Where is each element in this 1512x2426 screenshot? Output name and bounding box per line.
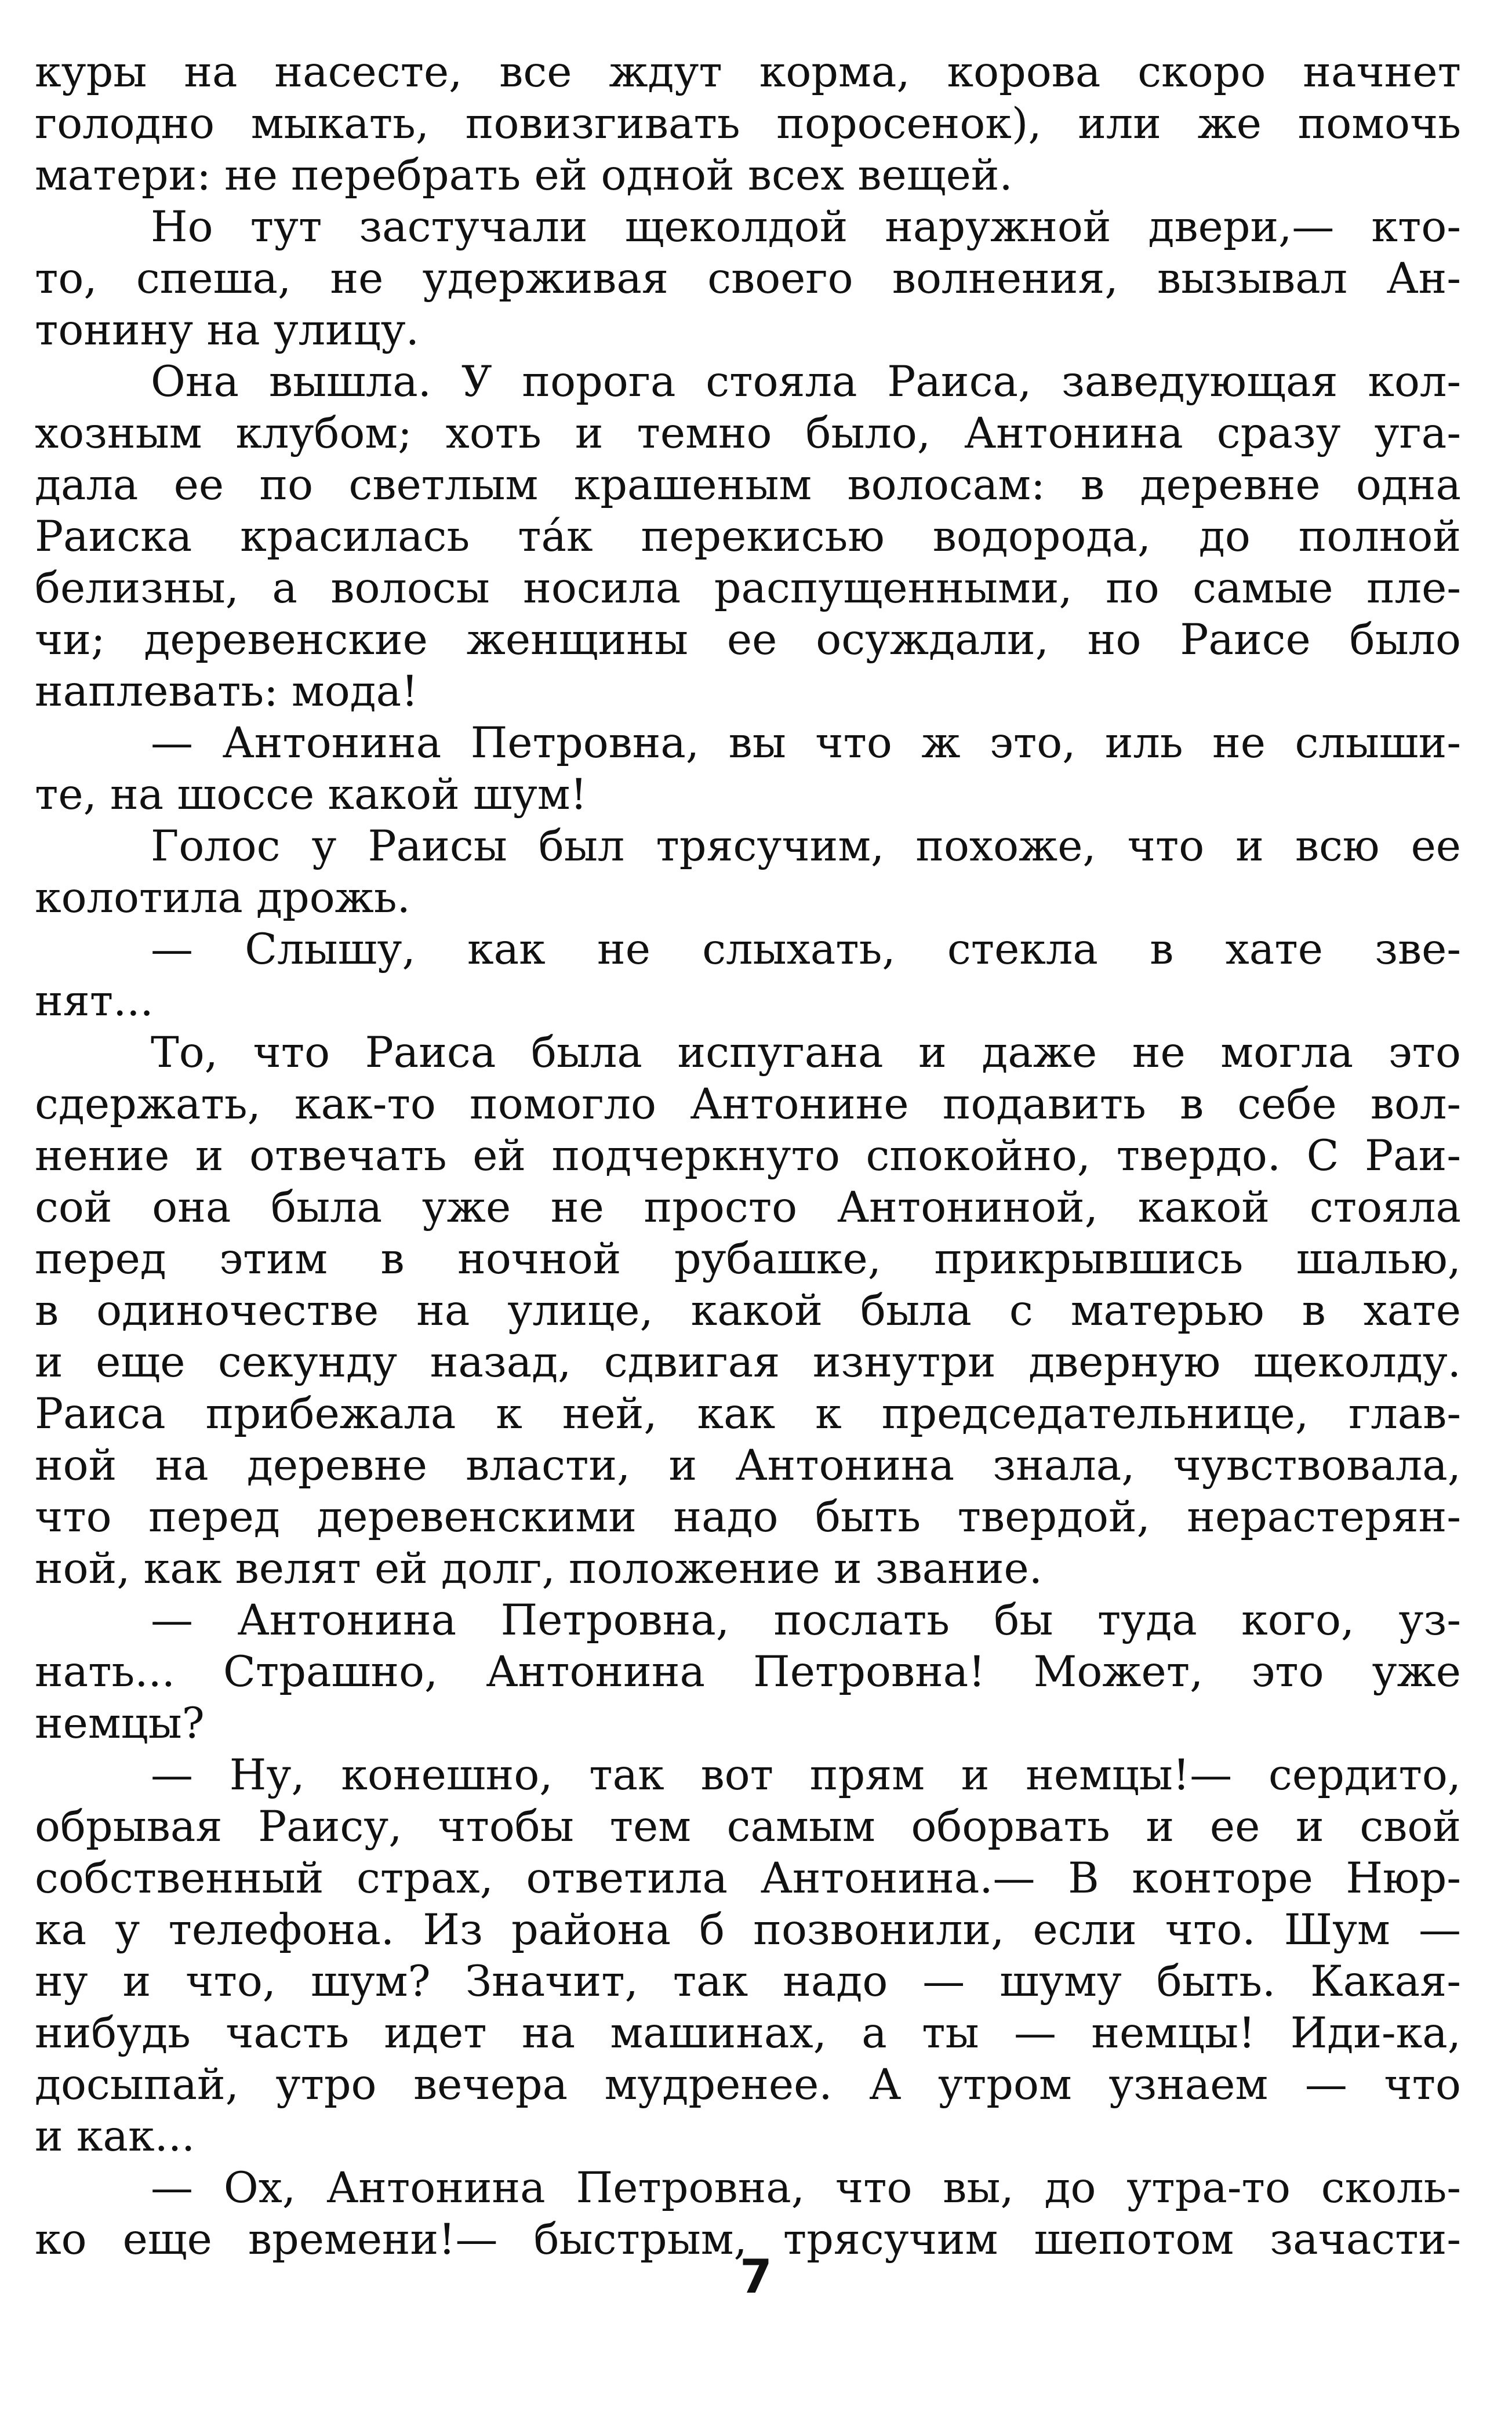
text-line: нать... Страшно, Антонина Петровна! Может, это уже xyxy=(35,1647,1461,1697)
text-line: Раиска красилась та́к перекисью водорода, до полной xyxy=(35,512,1461,561)
text-line: — Антонина Петровна, вы что ж это, иль не слыши- xyxy=(151,718,1461,768)
text-line: хозным клубом; хоть и темно было, Антонина сразу уга- xyxy=(35,409,1461,458)
text-line: нят... xyxy=(35,976,154,1026)
text-line: Голос у Раисы был трясучим, похоже, что и всю ее xyxy=(151,822,1461,871)
text-line: белизны, а волосы носила распущенными, по самые пле- xyxy=(35,564,1461,613)
text-line: голодно мыкать, повизгивать поросенок), или же помочь xyxy=(35,99,1461,148)
text-line: ну и что, шум? Значит, так надо — шуму быть. Какая- xyxy=(35,1957,1461,2006)
text-line: собственный страх, ответила Антонина.— В конторе Нюр- xyxy=(35,1854,1461,1903)
text-line: ко еще времени!— быстрым, трясучим шепотом зачасти- xyxy=(35,2215,1461,2264)
text-line: и еще секунду назад, сдвигая изнутри дверную щеколду. xyxy=(35,1338,1461,1387)
text-line: дала ее по светлым крашеным волосам: в деревне одна xyxy=(35,460,1461,510)
page-number: 7 xyxy=(740,2250,772,2304)
text-line: в одиночестве на улице, какой была с матерью в хате xyxy=(35,1286,1461,1335)
text-line: немцы? xyxy=(35,1699,205,1748)
text-line: — Ну, конешно, так вот прям и немцы!— сердито, xyxy=(151,1751,1461,1800)
text-line: колотила дрожь. xyxy=(35,873,410,923)
text-line: куры на насесте, все ждут корма, корова скоро начнет xyxy=(35,48,1461,97)
text-line: ной, как велят ей долг, положение и звание. xyxy=(35,1544,1042,1593)
text-line: ка у телефона. Из района б позвонили, если что. Шум — xyxy=(35,1905,1461,1955)
text-line: нение и отвечать ей подчеркнуто спокойно, твердо. С Раи- xyxy=(35,1131,1461,1181)
text-line: что перед деревенскими надо быть твердой, нерастерян- xyxy=(35,1492,1461,1542)
text-line: сдержать, как-то помогло Антонине подавить в себе вол- xyxy=(35,1080,1461,1129)
text-line: чи; деревенские женщины ее осуждали, но Раисе было xyxy=(35,615,1461,664)
text-line: те, на шоссе какой шум! xyxy=(35,770,587,819)
text-line: тонину на улицу. xyxy=(35,306,419,355)
book-page xyxy=(35,46,1461,2366)
text-line: сой она была уже не просто Антониной, какой стояла xyxy=(35,1183,1461,1232)
text-line: ной на деревне власти, и Антонина знала, чувствовала, xyxy=(35,1441,1461,1490)
text-line: досыпай, утро вечера мудренее. А утром узнаем — что xyxy=(35,2060,1461,2109)
text-line: и как... xyxy=(35,2112,195,2161)
text-line: — Ох, Антонина Петровна, что вы, до утра-то сколь- xyxy=(151,2163,1461,2213)
text-line: Но тут застучали щеколдой наружной двери,— кто- xyxy=(151,202,1461,252)
text-line: Раиса прибежала к ней, как к председательнице, глав- xyxy=(35,1389,1461,1439)
text-line: — Антонина Петровна, послать бы туда кого, уз- xyxy=(151,1596,1461,1645)
text-line: то, спеша, не удерживая своего волнения, вызывал Ан- xyxy=(35,254,1461,303)
text-line: обрывая Раису, чтобы тем самым оборвать и ее и свой xyxy=(35,1802,1461,1851)
text-line: — Слышу, как не слыхать, стекла в хате зве- xyxy=(151,925,1461,974)
text-line: То, что Раиса была испугана и даже не могла это xyxy=(151,1028,1461,1077)
text-line: перед этим в ночной рубашке, прикрывшись шалью, xyxy=(35,1234,1461,1284)
text-line: наплевать: мода! xyxy=(35,667,419,716)
text-line: Она вышла. У порога стояла Раиса, заведующая кол- xyxy=(151,357,1461,406)
text-line: нибудь часть идет на машинах, а ты — немцы! Иди-ка, xyxy=(35,2009,1461,2058)
text-line: матери: не перебрать ей одной всех вещей. xyxy=(35,151,1013,200)
